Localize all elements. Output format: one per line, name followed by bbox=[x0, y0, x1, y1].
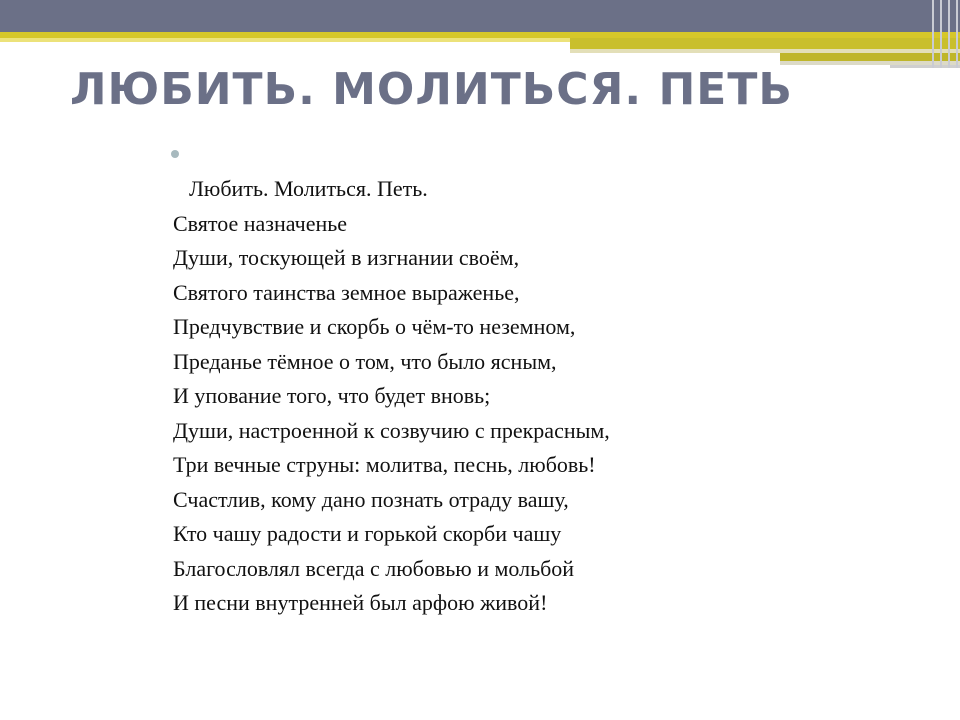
poem-line: Кто чашу радости и горькой скорби чашу bbox=[173, 521, 562, 546]
poem-line: Предчувствие и скорбь о чём-то неземном, bbox=[173, 314, 576, 339]
gold-accent-line-light bbox=[0, 38, 570, 42]
poem-line: Души, тоскующей в изгнании своём, bbox=[173, 245, 520, 270]
decorative-step-bar bbox=[570, 38, 960, 49]
poem-line: И песни внутренней был арфою живой! bbox=[173, 590, 548, 615]
stripe bbox=[932, 0, 934, 68]
decorative-vertical-stripes bbox=[926, 0, 960, 68]
stripe bbox=[948, 0, 950, 68]
poem-line: Счастлив, кому дано познать отраду вашу, bbox=[173, 486, 569, 512]
top-decorative-band bbox=[0, 0, 960, 32]
bullet-dot-icon bbox=[171, 150, 179, 158]
poem-line: Преданье тёмное о том, что было ясным, bbox=[173, 348, 557, 374]
stripe bbox=[940, 0, 942, 68]
poem-line: Три вечные струны: молитва, песнь, любовь! bbox=[173, 452, 596, 477]
poem-line: И упование того, что будет вновь; bbox=[173, 383, 491, 408]
stripe bbox=[956, 0, 958, 68]
slide-title: ЛЮБИТЬ. МОЛИТЬСЯ. ПЕТЬ bbox=[70, 64, 793, 115]
poem-line: Любить. Молиться. Петь. bbox=[189, 176, 428, 201]
poem-line: Святое назначенье bbox=[173, 210, 348, 236]
poem-line: Святого таинства земное выраженье, bbox=[173, 279, 520, 305]
poem-line: Благословлял всегда с любовью и мольбой bbox=[173, 555, 575, 581]
poem-line: Души, настроенной к созвучию с прекрасным, bbox=[173, 417, 610, 443]
poem-text bbox=[173, 172, 610, 621]
